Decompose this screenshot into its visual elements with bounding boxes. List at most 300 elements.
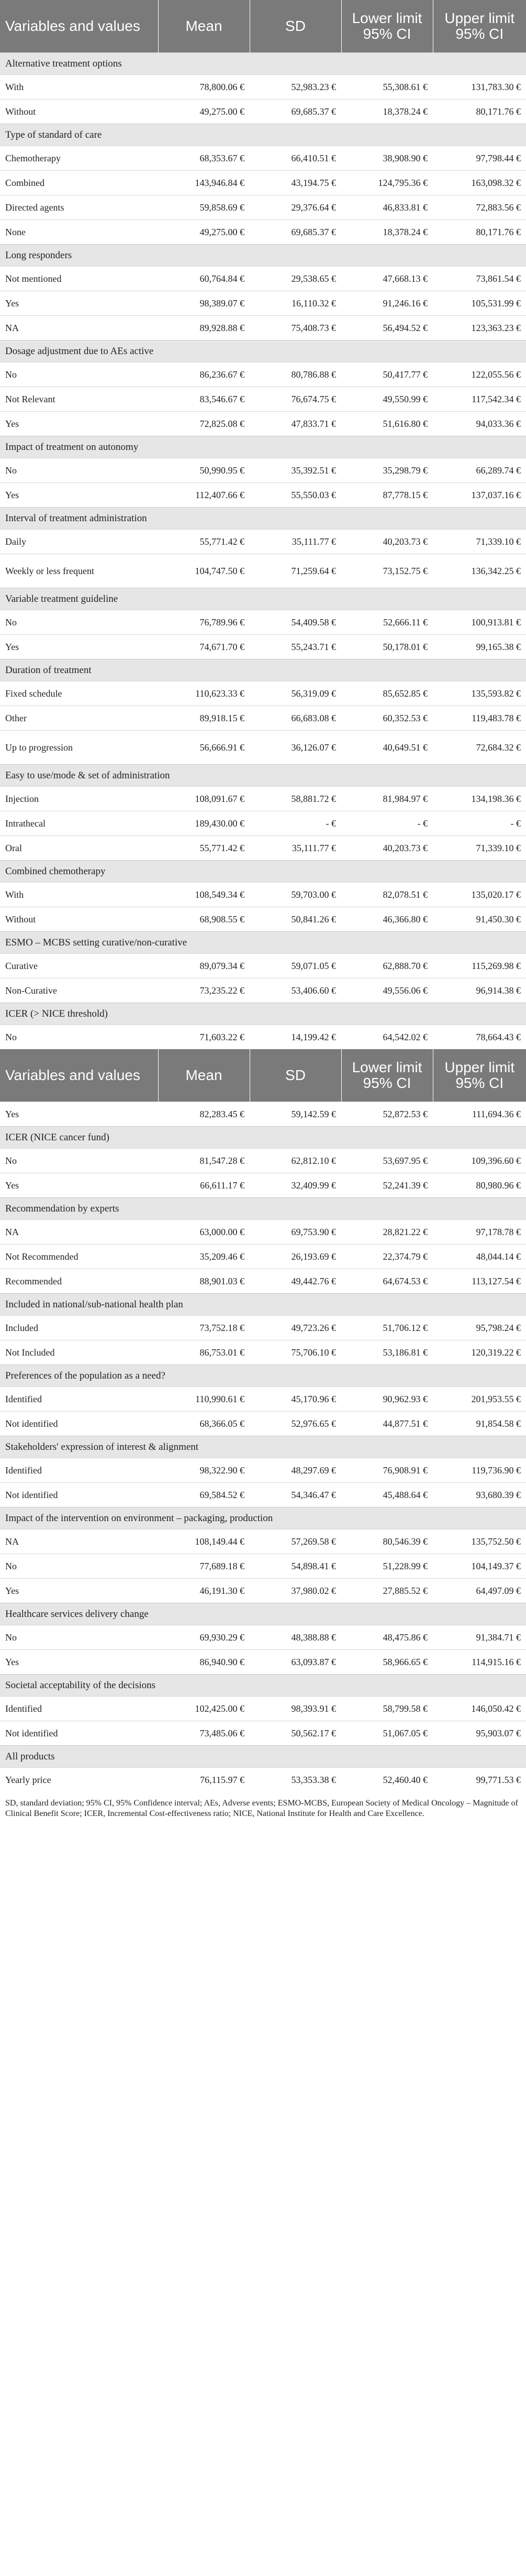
- cell-value: 35,111.77 €: [250, 530, 341, 554]
- cell-value: 108,149.44 €: [158, 1529, 250, 1554]
- cell-value: 72,684.32 €: [433, 731, 526, 765]
- cell-value: 71,339.10 €: [433, 836, 526, 861]
- cell-value: 50,562.17 €: [250, 1721, 341, 1746]
- cell-value: 85,652.85 €: [341, 681, 433, 706]
- row-label: Yes: [0, 635, 158, 659]
- cell-value: 28,821.22 €: [341, 1220, 433, 1245]
- section-row: [0, 245, 526, 267]
- section-title: Stakeholders' expression of interest & alignment: [0, 1436, 526, 1458]
- table-row: [0, 1768, 526, 1792]
- cell-value: 124,795.36 €: [341, 171, 433, 195]
- cell-value: - €: [433, 811, 526, 836]
- cell-value: 51,067.05 €: [341, 1721, 433, 1746]
- cell-value: 49,275.00 €: [158, 220, 250, 245]
- header-variables: Variables and values: [0, 0, 158, 53]
- cell-value: 102,425.00 €: [158, 1697, 250, 1721]
- section-title: All products: [0, 1746, 526, 1768]
- table-row: [0, 1721, 526, 1746]
- cell-value: 49,723.26 €: [250, 1316, 341, 1340]
- cell-value: 26,193.69 €: [250, 1245, 341, 1269]
- header-sd: SD: [250, 1049, 341, 1102]
- cell-value: 86,940.90 €: [158, 1650, 250, 1675]
- cell-value: 40,649.51 €: [341, 731, 433, 765]
- cell-value: 76,908.91 €: [341, 1458, 433, 1483]
- row-label: Oral: [0, 836, 158, 861]
- row-label: Up to progression: [0, 731, 158, 765]
- section-row: [0, 1746, 526, 1768]
- row-label: NA: [0, 1529, 158, 1554]
- cell-value: 35,209.46 €: [158, 1245, 250, 1269]
- section-title: Easy to use/mode & set of administration: [0, 765, 526, 787]
- cell-value: 86,753.01 €: [158, 1340, 250, 1365]
- section-title: Impact of the intervention on environment – packaging, production: [0, 1507, 526, 1529]
- cell-value: 163,098.32 €: [433, 171, 526, 195]
- cell-value: 63,000.00 €: [158, 1220, 250, 1245]
- cell-value: 83,546.67 €: [158, 387, 250, 412]
- table-row: [0, 883, 526, 907]
- cell-value: 48,388.88 €: [250, 1625, 341, 1650]
- table-row: [0, 146, 526, 171]
- table-row: [0, 530, 526, 554]
- table-row: [0, 1387, 526, 1412]
- section-title: Alternative treatment options: [0, 53, 526, 75]
- cell-value: 69,685.37 €: [250, 100, 341, 124]
- row-label: Curative: [0, 954, 158, 978]
- section-title: Preferences of the population as a need?: [0, 1365, 526, 1387]
- cell-value: 45,170.96 €: [250, 1387, 341, 1412]
- table-row: [0, 554, 526, 588]
- cell-value: 27,885.52 €: [341, 1579, 433, 1603]
- cell-value: 38,908.90 €: [341, 146, 433, 171]
- section-title: Long responders: [0, 245, 526, 267]
- cell-value: 71,603.22 €: [158, 1025, 250, 1050]
- cell-value: 108,549.34 €: [158, 883, 250, 907]
- row-label: Weekly or less frequent: [0, 554, 158, 588]
- cell-value: 56,666.91 €: [158, 731, 250, 765]
- table-row: [0, 1245, 526, 1269]
- row-label: Directed agents: [0, 195, 158, 220]
- cell-value: 81,547.28 €: [158, 1149, 250, 1173]
- cell-value: 36,126.07 €: [250, 731, 341, 765]
- cell-value: 88,901.03 €: [158, 1269, 250, 1294]
- cell-value: 47,833.71 €: [250, 412, 341, 436]
- section-row: [0, 765, 526, 787]
- row-label: Not mentioned: [0, 267, 158, 291]
- row-label: No: [0, 1554, 158, 1579]
- table-row: [0, 1625, 526, 1650]
- table-row: [0, 483, 526, 508]
- table-row: [0, 731, 526, 765]
- cell-value: 18,378.24 €: [341, 220, 433, 245]
- cell-value: 99,165.38 €: [433, 635, 526, 659]
- cell-value: 29,376.64 €: [250, 195, 341, 220]
- cell-value: 71,259.64 €: [250, 554, 341, 588]
- cell-value: 110,623.33 €: [158, 681, 250, 706]
- row-label: Not Recommended: [0, 1245, 158, 1269]
- row-label: Yes: [0, 1173, 158, 1198]
- cell-value: 93,680.39 €: [433, 1483, 526, 1507]
- cell-value: 80,980.96 €: [433, 1173, 526, 1198]
- table-body-2: [0, 1102, 526, 1792]
- table-row: [0, 1340, 526, 1365]
- table-row: [0, 1579, 526, 1603]
- cell-value: 119,736.90 €: [433, 1458, 526, 1483]
- table-row: [0, 291, 526, 316]
- cell-value: 98,322.90 €: [158, 1458, 250, 1483]
- row-label: Without: [0, 100, 158, 124]
- cell-value: 55,771.42 €: [158, 530, 250, 554]
- section-row: [0, 1294, 526, 1316]
- cell-value: 80,546.39 €: [341, 1529, 433, 1554]
- table-row: [0, 1269, 526, 1294]
- row-label: Included: [0, 1316, 158, 1340]
- table-row: [0, 1529, 526, 1554]
- section-title: Dosage adjustment due to AEs active: [0, 340, 526, 362]
- cell-value: 49,556.06 €: [341, 978, 433, 1003]
- cell-value: 37,980.02 €: [250, 1579, 341, 1603]
- cell-value: 72,825.08 €: [158, 412, 250, 436]
- results-table-part-2: [0, 1049, 526, 1792]
- cell-value: 131,783.30 €: [433, 75, 526, 100]
- section-title: Combined chemotherapy: [0, 861, 526, 883]
- cell-value: 95,798.24 €: [433, 1316, 526, 1340]
- cell-value: 201,953.55 €: [433, 1387, 526, 1412]
- cell-value: 98,389.07 €: [158, 291, 250, 316]
- cell-value: 73,752.18 €: [158, 1316, 250, 1340]
- cell-value: 46,191.30 €: [158, 1579, 250, 1603]
- cell-value: 104,149.37 €: [433, 1554, 526, 1579]
- table-row: [0, 75, 526, 100]
- cell-value: 49,442.76 €: [250, 1269, 341, 1294]
- cell-value: 96,914.38 €: [433, 978, 526, 1003]
- header-mean: Mean: [158, 0, 250, 53]
- table-row: [0, 1316, 526, 1340]
- cell-value: 94,033.36 €: [433, 412, 526, 436]
- cell-value: 52,976.65 €: [250, 1412, 341, 1436]
- cell-value: 113,127.54 €: [433, 1269, 526, 1294]
- row-label: Identified: [0, 1387, 158, 1412]
- row-label: No: [0, 362, 158, 387]
- cell-value: 52,460.40 €: [341, 1768, 433, 1792]
- row-label: Fixed schedule: [0, 681, 158, 706]
- row-label: None: [0, 220, 158, 245]
- cell-value: 90,962.93 €: [341, 1387, 433, 1412]
- row-label: Yes: [0, 1579, 158, 1603]
- section-row: [0, 1127, 526, 1149]
- cell-value: 48,044.14 €: [433, 1245, 526, 1269]
- cell-value: - €: [341, 811, 433, 836]
- row-label: Not identified: [0, 1483, 158, 1507]
- cell-value: 52,241.39 €: [341, 1173, 433, 1198]
- row-label: Not Included: [0, 1340, 158, 1365]
- cell-value: 51,616.80 €: [341, 412, 433, 436]
- cell-value: 46,366.80 €: [341, 907, 433, 932]
- table-header-row: [0, 0, 526, 53]
- cell-value: 73,235.22 €: [158, 978, 250, 1003]
- cell-value: 120,319.22 €: [433, 1340, 526, 1365]
- cell-value: 89,918.15 €: [158, 706, 250, 731]
- header-lower-ci: Lower limit 95% CI: [341, 0, 433, 53]
- cell-value: 71,339.10 €: [433, 530, 526, 554]
- cell-value: 78,664.43 €: [433, 1025, 526, 1050]
- cell-value: 52,983.23 €: [250, 75, 341, 100]
- cell-value: 91,246.16 €: [341, 291, 433, 316]
- table-footnote: SD, standard deviation; 95% CI, 95% Confidence interval; AEs, Adverse events; ESMO-MCBS, European Society of Medical Oncology – Magnitude of Clinical Benefit Score; ICER, Incremental Cost-effectiveness ratio; NICE, National Institute for Health and Care Excellence.: [5, 1799, 518, 1818]
- table-row: [0, 811, 526, 836]
- section-row: [0, 1603, 526, 1625]
- row-label: Not identified: [0, 1412, 158, 1436]
- table-row: [0, 387, 526, 412]
- table-row: [0, 316, 526, 340]
- cell-value: 52,666.11 €: [341, 610, 433, 635]
- cell-value: 134,198.36 €: [433, 787, 526, 811]
- section-title: Variable treatment guideline: [0, 588, 526, 610]
- section-row: [0, 124, 526, 146]
- cell-value: 57,269.58 €: [250, 1529, 341, 1554]
- cell-value: 110,990.61 €: [158, 1387, 250, 1412]
- section-row: [0, 932, 526, 954]
- cell-value: 52,872.53 €: [341, 1102, 433, 1127]
- cell-value: 80,786.88 €: [250, 362, 341, 387]
- cell-value: 122,055.56 €: [433, 362, 526, 387]
- row-label: Identified: [0, 1458, 158, 1483]
- table-row: [0, 1173, 526, 1198]
- cell-value: 18,378.24 €: [341, 100, 433, 124]
- table-row: [0, 706, 526, 731]
- cell-value: 77,689.18 €: [158, 1554, 250, 1579]
- cell-value: 135,020.17 €: [433, 883, 526, 907]
- table-row: [0, 1697, 526, 1721]
- cell-value: 97,178.78 €: [433, 1220, 526, 1245]
- section-row: [0, 1675, 526, 1697]
- section-row: [0, 1436, 526, 1458]
- section-row: [0, 588, 526, 610]
- header-lower-ci: Lower limit 95% CI: [341, 1049, 433, 1102]
- section-title: ICER (NICE cancer fund): [0, 1127, 526, 1149]
- cell-value: 74,671.70 €: [158, 635, 250, 659]
- table-row: [0, 220, 526, 245]
- cell-value: 50,841.26 €: [250, 907, 341, 932]
- cell-value: 82,078.51 €: [341, 883, 433, 907]
- cell-value: 14,199.42 €: [250, 1025, 341, 1050]
- cell-value: 73,861.54 €: [433, 267, 526, 291]
- table-row: [0, 681, 526, 706]
- row-label: NA: [0, 316, 158, 340]
- cell-value: 82,283.45 €: [158, 1102, 250, 1127]
- cell-value: 29,538.65 €: [250, 267, 341, 291]
- results-table-part-1: [0, 0, 526, 1049]
- cell-value: 49,275.00 €: [158, 100, 250, 124]
- cell-value: 53,406.60 €: [250, 978, 341, 1003]
- cell-value: 111,694.36 €: [433, 1102, 526, 1127]
- cell-value: 87,778.15 €: [341, 483, 433, 508]
- section-row: [0, 861, 526, 883]
- cell-value: 69,930.29 €: [158, 1625, 250, 1650]
- cell-value: 44,877.51 €: [341, 1412, 433, 1436]
- cell-value: 98,393.91 €: [250, 1697, 341, 1721]
- table-row: [0, 610, 526, 635]
- cell-value: 46,833.81 €: [341, 195, 433, 220]
- section-title: Healthcare services delivery change: [0, 1603, 526, 1625]
- table-row: [0, 1102, 526, 1127]
- row-label: No: [0, 610, 158, 635]
- table-row: [0, 978, 526, 1003]
- table-row: [0, 1220, 526, 1245]
- row-label: Yes: [0, 412, 158, 436]
- cell-value: 114,915.16 €: [433, 1650, 526, 1675]
- section-row: [0, 1198, 526, 1220]
- section-title: Type of standard of care: [0, 124, 526, 146]
- section-title: Duration of treatment: [0, 659, 526, 681]
- table-row: [0, 195, 526, 220]
- cell-value: 50,178.01 €: [341, 635, 433, 659]
- table-row: [0, 1483, 526, 1507]
- cell-value: 72,883.56 €: [433, 195, 526, 220]
- cell-value: 89,079.34 €: [158, 954, 250, 978]
- cell-value: - €: [250, 811, 341, 836]
- cell-value: 68,353.67 €: [158, 146, 250, 171]
- cell-value: 109,396.60 €: [433, 1149, 526, 1173]
- header-upper-ci: Upper limit 95% CI: [433, 0, 526, 53]
- cell-value: 22,374.79 €: [341, 1245, 433, 1269]
- section-title: Societal acceptability of the decisions: [0, 1675, 526, 1697]
- cell-value: 66,683.08 €: [250, 706, 341, 731]
- cell-value: 115,269.98 €: [433, 954, 526, 978]
- cell-value: 51,706.12 €: [341, 1316, 433, 1340]
- table-row: [0, 907, 526, 932]
- row-label: No: [0, 458, 158, 483]
- cell-value: 189,430.00 €: [158, 811, 250, 836]
- row-label: No: [0, 1625, 158, 1650]
- cell-value: 54,346.47 €: [250, 1483, 341, 1507]
- row-label: Identified: [0, 1697, 158, 1721]
- table-row: [0, 100, 526, 124]
- table-row: [0, 1025, 526, 1050]
- cell-value: 146,050.42 €: [433, 1697, 526, 1721]
- cell-value: 51,228.99 €: [341, 1554, 433, 1579]
- cell-value: 99,771.53 €: [433, 1768, 526, 1792]
- cell-value: 64,674.53 €: [341, 1269, 433, 1294]
- cell-value: 112,407.66 €: [158, 483, 250, 508]
- cell-value: 62,812.10 €: [250, 1149, 341, 1173]
- cell-value: 68,908.55 €: [158, 907, 250, 932]
- cell-value: 63,093.87 €: [250, 1650, 341, 1675]
- cell-value: 55,771.42 €: [158, 836, 250, 861]
- section-row: [0, 436, 526, 458]
- section-title: Interval of treatment administration: [0, 508, 526, 530]
- row-label: Yes: [0, 1650, 158, 1675]
- row-label: No: [0, 1149, 158, 1173]
- cell-value: 136,342.25 €: [433, 554, 526, 588]
- cell-value: 58,881.72 €: [250, 787, 341, 811]
- cell-value: 76,674.75 €: [250, 387, 341, 412]
- table-header-row: [0, 1049, 526, 1102]
- cell-value: 123,363.23 €: [433, 316, 526, 340]
- cell-value: 60,352.53 €: [341, 706, 433, 731]
- cell-value: 78,800.06 €: [158, 75, 250, 100]
- cell-value: 100,913.81 €: [433, 610, 526, 635]
- row-label: Combined: [0, 171, 158, 195]
- table-row: [0, 1554, 526, 1579]
- cell-value: 53,186.81 €: [341, 1340, 433, 1365]
- row-label: With: [0, 75, 158, 100]
- cell-value: 40,203.73 €: [341, 530, 433, 554]
- table-row: [0, 954, 526, 978]
- cell-value: 50,990.95 €: [158, 458, 250, 483]
- cell-value: 43,194.75 €: [250, 171, 341, 195]
- cell-value: 69,753.90 €: [250, 1220, 341, 1245]
- cell-value: 45,488.64 €: [341, 1483, 433, 1507]
- cell-value: 54,409.58 €: [250, 610, 341, 635]
- cell-value: 47,668.13 €: [341, 267, 433, 291]
- cell-value: 135,752.50 €: [433, 1529, 526, 1554]
- cell-value: 64,542.02 €: [341, 1025, 433, 1050]
- cell-value: 48,475.86 €: [341, 1625, 433, 1650]
- cell-value: 97,798.44 €: [433, 146, 526, 171]
- table-row: [0, 267, 526, 291]
- cell-value: 55,550.03 €: [250, 483, 341, 508]
- cell-value: 53,353.38 €: [250, 1768, 341, 1792]
- row-label: Other: [0, 706, 158, 731]
- table-row: [0, 1458, 526, 1483]
- section-row: [0, 659, 526, 681]
- cell-value: 60,764.84 €: [158, 267, 250, 291]
- section-row: [0, 508, 526, 530]
- section-row: [0, 340, 526, 362]
- cell-value: 50,417.77 €: [341, 362, 433, 387]
- cell-value: 35,111.77 €: [250, 836, 341, 861]
- cell-value: 73,485.06 €: [158, 1721, 250, 1746]
- cell-value: 76,789.96 €: [158, 610, 250, 635]
- table-row: [0, 1650, 526, 1675]
- section-title: Included in national/sub-national health plan: [0, 1294, 526, 1316]
- row-label: Without: [0, 907, 158, 932]
- table-row: [0, 1149, 526, 1173]
- cell-value: 35,298.79 €: [341, 458, 433, 483]
- cell-value: 62,888.70 €: [341, 954, 433, 978]
- row-label: Not identified: [0, 1721, 158, 1746]
- cell-value: 64,497.09 €: [433, 1579, 526, 1603]
- section-title: Impact of treatment on autonomy: [0, 436, 526, 458]
- row-label: Yes: [0, 291, 158, 316]
- cell-value: 95,903.07 €: [433, 1721, 526, 1746]
- cell-value: 75,706.10 €: [250, 1340, 341, 1365]
- cell-value: 40,203.73 €: [341, 836, 433, 861]
- section-title: Recommendation by experts: [0, 1198, 526, 1220]
- section-row: [0, 1003, 526, 1025]
- cell-value: 91,384.71 €: [433, 1625, 526, 1650]
- cell-value: 58,799.58 €: [341, 1697, 433, 1721]
- cell-value: 69,584.52 €: [158, 1483, 250, 1507]
- cell-value: 55,243.71 €: [250, 635, 341, 659]
- cell-value: 32,409.99 €: [250, 1173, 341, 1198]
- header-upper-ci: Upper limit 95% CI: [433, 1049, 526, 1102]
- row-label: With: [0, 883, 158, 907]
- table-body-1: [0, 53, 526, 1050]
- row-label: Recommended: [0, 1269, 158, 1294]
- row-label: NA: [0, 1220, 158, 1245]
- section-title: ICER (> NICE threshold): [0, 1003, 526, 1025]
- cell-value: 59,858.69 €: [158, 195, 250, 220]
- cell-value: 16,110.32 €: [250, 291, 341, 316]
- row-label: No: [0, 1025, 158, 1050]
- row-label: Yes: [0, 483, 158, 508]
- cell-value: 53,697.95 €: [341, 1149, 433, 1173]
- cell-value: 66,410.51 €: [250, 146, 341, 171]
- cell-value: 56,319.09 €: [250, 681, 341, 706]
- cell-value: 49,550.99 €: [341, 387, 433, 412]
- cell-value: 119,483.78 €: [433, 706, 526, 731]
